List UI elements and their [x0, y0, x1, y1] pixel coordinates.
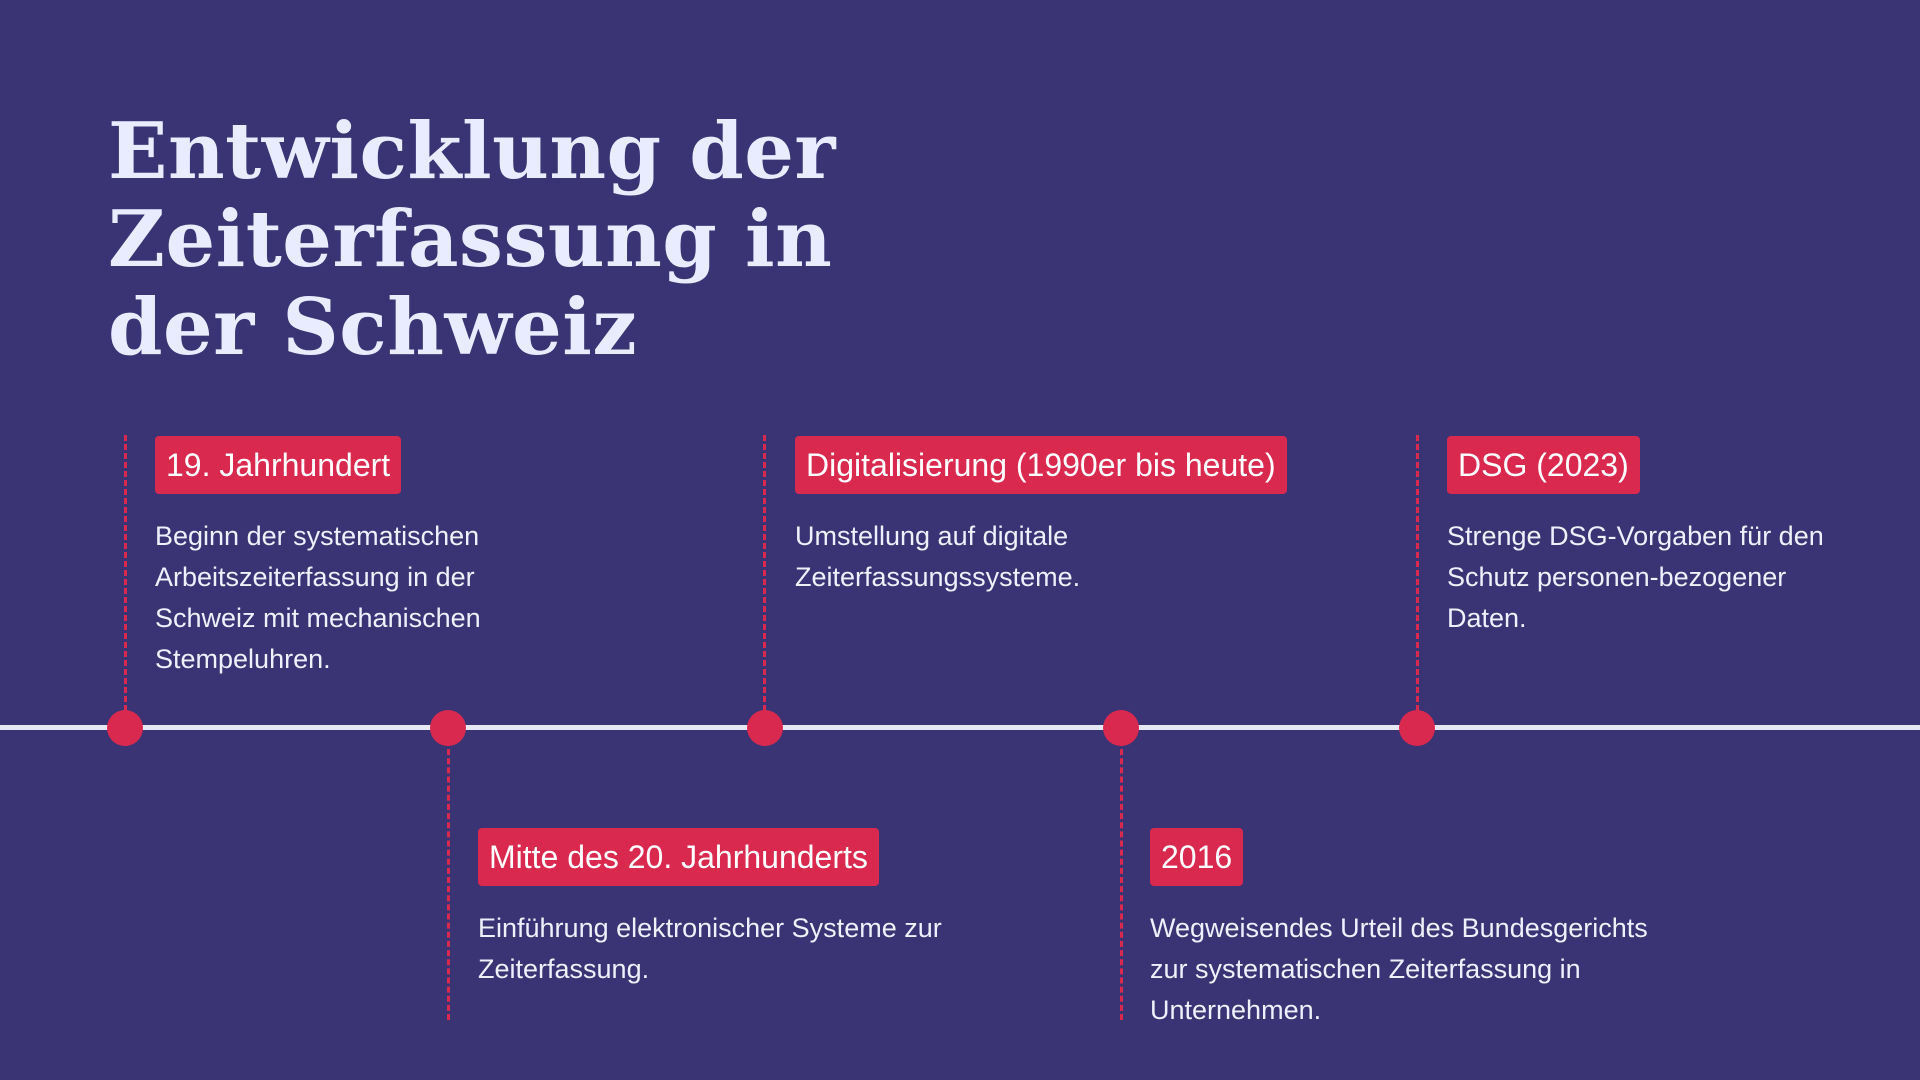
timeline-connector	[447, 740, 450, 1020]
timeline-event-description: Beginn der systematischen Arbeitszeiterfassung in der Schweiz mit mechanischen Stempeluhren.	[155, 521, 481, 674]
timeline-event-description: Einführung elektronischer Systeme zur Zeiterfassung.	[478, 913, 942, 984]
timeline-event-label: Digitalisierung (1990er bis heute)	[795, 436, 1287, 494]
page-title: Entwicklung der Zeiterfassung in der Schweiz	[108, 106, 837, 373]
timeline-event-label: Mitte des 20. Jahrhunderts	[478, 828, 879, 886]
timeline-event-label: 19. Jahrhundert	[155, 436, 401, 494]
timeline-connector	[1416, 435, 1419, 720]
timeline-event-label: 2016	[1150, 828, 1243, 886]
timeline-event-description: Strenge DSG-Vorgaben für den Schutz personen-bezogener Daten.	[1447, 521, 1824, 633]
timeline-event-label: DSG (2023)	[1447, 436, 1640, 494]
timeline-connector	[124, 435, 127, 720]
timeline-connector	[1120, 740, 1123, 1020]
timeline-marker	[430, 710, 466, 746]
timeline-event-description: Umstellung auf digitale Zeiterfassungssysteme.	[795, 521, 1081, 592]
timeline-marker	[747, 710, 783, 746]
timeline-event-description: Wegweisendes Urteil des Bundesgerichts zur systematischen Zeiterfassung in Unternehmen.	[1150, 913, 1648, 1025]
timeline-connector	[763, 435, 766, 720]
timeline-marker	[1103, 710, 1139, 746]
timeline-marker	[107, 710, 143, 746]
timeline-line	[0, 725, 1920, 730]
timeline-marker	[1399, 710, 1435, 746]
